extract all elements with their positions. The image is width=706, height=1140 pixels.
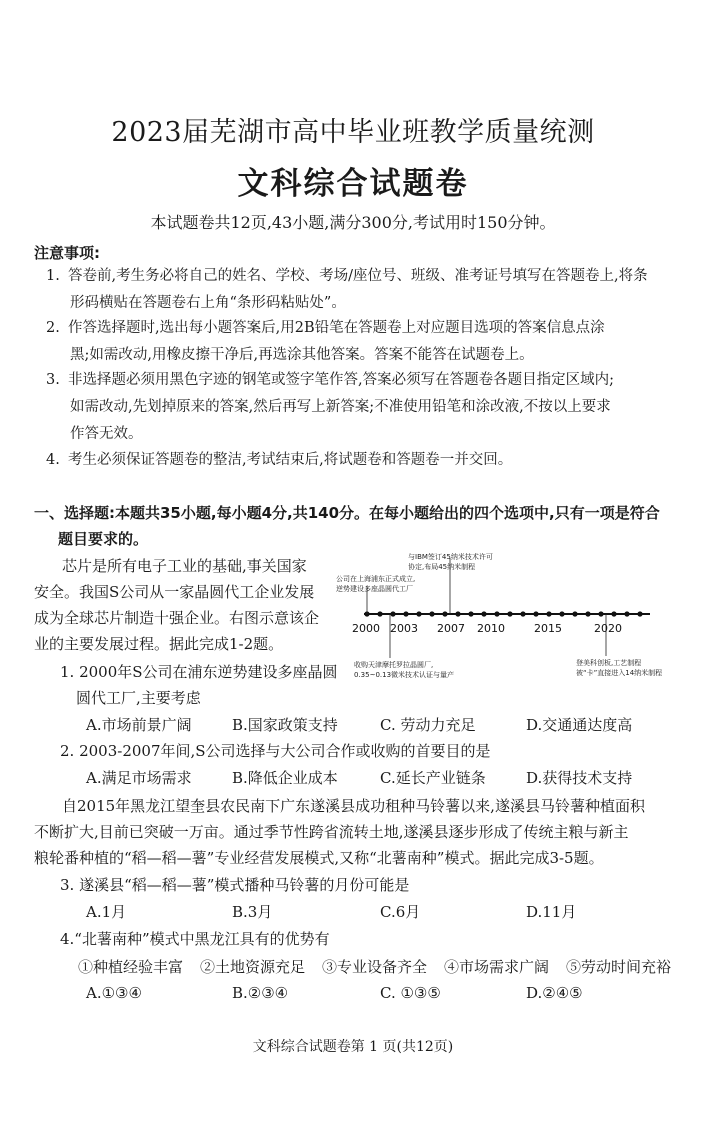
timeline-label-line: 协定,布局45纳米制程 bbox=[408, 563, 476, 571]
section-heading-line: 题目要求的。 bbox=[58, 530, 149, 548]
timeline-year: 2015 bbox=[534, 622, 562, 635]
notice-item-1 bbox=[46, 263, 674, 317]
q4-option-b: B.②③④ bbox=[232, 984, 289, 1002]
q3-option-d: D.11月 bbox=[526, 903, 577, 921]
timeline-dot bbox=[611, 611, 616, 616]
exam-info: 本试题卷共12页,43小题,满分300分,考试用时150分钟。 bbox=[150, 213, 556, 232]
passage-line: 粮轮番种植的“稻—稻—薯”专业经营发展模式,又称“北薯南种”模式。据此完成3-5题。 bbox=[34, 849, 604, 867]
timeline-dot bbox=[559, 611, 564, 616]
q2-option-d: D.获得技术支持 bbox=[526, 769, 633, 787]
timeline-label-line: 0.35~0.13微米技术认证与量产 bbox=[354, 671, 455, 679]
timeline-dot bbox=[533, 611, 538, 616]
timeline-dot bbox=[546, 611, 551, 616]
passage-line: 业的主要发展过程。据此完成1-2题。 bbox=[34, 635, 284, 653]
timeline-label-2007 bbox=[408, 552, 493, 572]
q2-option-a: A.满足市场需求 bbox=[86, 769, 192, 787]
notice-item-3 bbox=[46, 367, 674, 448]
passage-line: 自2015年黑龙江望奎县农民南下广东遂溪县成功租种马铃薯以来,遂溪县马铃薯种植面积 bbox=[62, 797, 645, 815]
q4-option-c: C. ①③⑤ bbox=[380, 984, 441, 1002]
notice-text: 答卷前,考生务必将自己的姓名、学校、考场/座位号、班级、准考证号填写在答题卷上,将条 bbox=[68, 268, 648, 284]
question-1-stem-cont: 圆代工厂,主要考虑 bbox=[76, 689, 201, 707]
timeline-label-line: 与IBM签订45纳米技术许可 bbox=[408, 553, 493, 561]
timeline-year: 2000 bbox=[352, 622, 380, 635]
timeline-dot bbox=[455, 611, 460, 616]
timeline-dot bbox=[416, 611, 421, 616]
q1-option-d: D.交通通达度高 bbox=[526, 716, 633, 734]
timeline-dot bbox=[520, 611, 525, 616]
passage-line: 芯片是所有电子工业的基础,事关国家 bbox=[62, 557, 307, 575]
timeline-dot bbox=[572, 611, 577, 616]
timeline-dot bbox=[390, 611, 395, 616]
timeline-label-line: 登美科创板,工艺制程 bbox=[576, 659, 642, 667]
timeline-dot bbox=[442, 611, 447, 616]
timeline-dot bbox=[377, 611, 382, 616]
notice-number: 4. bbox=[46, 452, 60, 468]
section-heading-line: 一、选择题:本题共35小题,每小题4分,共140分。在每小题给出的四个选项中,只有一项是符合 bbox=[34, 504, 660, 522]
notice-number: 3. bbox=[46, 372, 60, 388]
passage-1 bbox=[34, 553, 354, 657]
passage-line: 成为全球芯片制造十强企业。右图示意该企 bbox=[34, 609, 320, 627]
notice-text: 考生必须保证答题卷的整洁,考试结束后,将试题卷和答题卷一并交回。 bbox=[68, 452, 513, 468]
timeline-year: 2007 bbox=[437, 622, 465, 635]
timeline-label-line: 公司在上海浦东正式成立, bbox=[336, 575, 416, 583]
notice-number: 2. bbox=[46, 320, 60, 336]
notice-item-2 bbox=[46, 315, 674, 369]
q4-choice-2: ②土地资源充足 bbox=[200, 958, 306, 976]
notice-number: 1. bbox=[46, 268, 60, 284]
notice-text: 如需改动,先划掉原来的答案,然后再写上新答案;不准使用铅笔和涂改液,不按以上要求 bbox=[70, 399, 611, 415]
exam-subtitle: 文科综合试题卷 bbox=[237, 166, 469, 202]
timeline-dot bbox=[598, 611, 603, 616]
timeline-dot bbox=[585, 611, 590, 616]
timeline-dot bbox=[507, 611, 512, 616]
q4-option-d: D.②④⑤ bbox=[526, 984, 583, 1002]
timeline-year: 2003 bbox=[390, 622, 418, 635]
question-3-stem: 3. 遂溪县“稻—稻—薯”模式播种马铃薯的月份可能是 bbox=[60, 876, 410, 894]
q4-choice-1: ①种植经验丰富 bbox=[78, 958, 184, 976]
q4-choice-3: ③专业设备齐全 bbox=[322, 958, 428, 976]
q3-option-a: A.1月 bbox=[86, 903, 127, 921]
timeline-year: 2010 bbox=[477, 622, 505, 635]
notice-text: 作答无效。 bbox=[70, 426, 143, 442]
page-footer: 文科综合试题卷第 1 页(共12页) bbox=[252, 1039, 454, 1055]
timeline-label-line: 被“卡”直接进入14纳米制程 bbox=[576, 669, 663, 677]
q2-option-b: B.降低企业成本 bbox=[232, 769, 338, 787]
timeline-label-2000 bbox=[336, 574, 415, 594]
q4-choice-4: ④市场需求广阔 bbox=[444, 958, 550, 976]
timeline-dot bbox=[637, 611, 642, 616]
timeline-label-2020 bbox=[576, 658, 662, 678]
exam-title: 2023届芜湖市高中毕业班教学质量统测 bbox=[111, 117, 595, 148]
q1-option-a: A.市场前景广阔 bbox=[86, 716, 192, 734]
q4-option-a: A.①③④ bbox=[86, 984, 142, 1002]
q4-choice-5: ⑤劳动时间充裕 bbox=[566, 958, 672, 976]
notice-item-4 bbox=[46, 447, 674, 474]
timeline-label-line: 逆势建设多座晶圆代工厂 bbox=[336, 585, 413, 593]
q1-option-b: B.国家政策支持 bbox=[232, 716, 338, 734]
passage-2 bbox=[34, 793, 684, 871]
notice-text: 形码横贴在答题卷右上角“条形码粘贴处”。 bbox=[70, 295, 346, 311]
timeline-label-line: 收购天津摩托罗拉晶圆厂, bbox=[354, 661, 434, 669]
timeline-figure bbox=[330, 548, 690, 688]
passage-line: 安全。我国S公司从一家晶圆代工企业发展 bbox=[34, 583, 315, 601]
notice-heading: 注意事项: bbox=[34, 244, 100, 262]
q2-option-c: C.延长产业链条 bbox=[380, 769, 486, 787]
timeline-dot bbox=[494, 611, 499, 616]
timeline-year: 2020 bbox=[594, 622, 622, 635]
timeline-dot bbox=[468, 611, 473, 616]
question-4-stem: 4.“北薯南种”模式中黑龙江具有的优势有 bbox=[60, 930, 330, 948]
notice-text: 黑;如需改动,用橡皮擦干净后,再选涂其他答案。答案不能答在试题卷上。 bbox=[70, 347, 534, 363]
timeline-dot bbox=[403, 611, 408, 616]
timeline-dot bbox=[429, 611, 434, 616]
timeline-label-2003 bbox=[354, 660, 454, 680]
timeline-dot bbox=[481, 611, 486, 616]
passage-line: 不断扩大,目前已突破一万亩。通过季节性跨省流转土地,遂溪县逐步形成了传统主粮与新主 bbox=[34, 823, 629, 841]
section-heading bbox=[34, 500, 679, 552]
question-2-stem: 2. 2003-2007年间,S公司选择与大公司合作或收购的首要目的是 bbox=[60, 742, 491, 760]
notice-text: 作答选择题时,选出每小题答案后,用2B铅笔在答题卷上对应题目选项的答案信息点涂 bbox=[68, 320, 605, 336]
question-1-stem: 1. 2000年S公司在浦东逆势建设多座晶圆 bbox=[60, 663, 338, 681]
q3-option-b: B.3月 bbox=[232, 903, 273, 921]
notice-text: 非选择题必须用黑色字迹的钢笔或签字笔作答,答案必须写在答题卷各题目指定区域内; bbox=[68, 372, 614, 388]
timeline-dot bbox=[624, 611, 629, 616]
q3-option-c: C.6月 bbox=[380, 903, 421, 921]
q1-option-c: C. 劳动力充足 bbox=[380, 716, 476, 734]
